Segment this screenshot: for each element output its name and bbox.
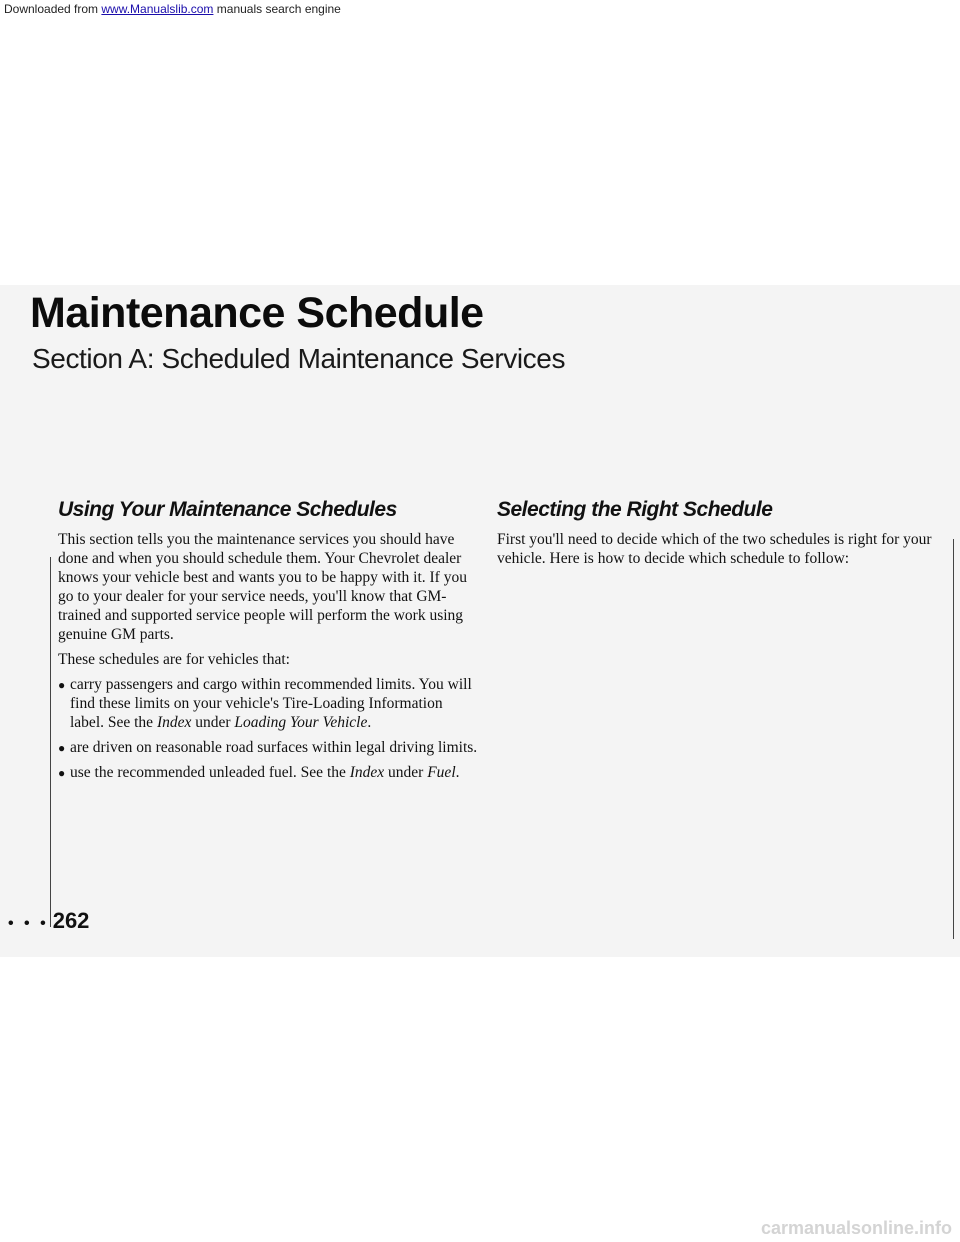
download-credit (4, 2, 341, 16)
bullet-text: carry passengers and cargo within recommended limits. You will find these limits on your vehicle's Tire-Loading Information label. See the (70, 676, 472, 731)
left-column (58, 498, 478, 788)
manual-page (0, 285, 960, 957)
page-number-value: 262 (52, 908, 90, 933)
under-text: under (384, 764, 428, 781)
list-item (58, 763, 478, 782)
list-item (58, 675, 478, 732)
conditions-list (58, 675, 478, 782)
credit-prefix: Downloaded from (4, 2, 102, 16)
site-watermark: carmanualsonline.info (760, 1218, 952, 1238)
manualslib-link[interactable]: www.Manualslib.com (101, 2, 214, 16)
end-text: . (455, 764, 460, 781)
bullet-icon: ● (58, 766, 66, 780)
index-ref: Index (349, 764, 385, 781)
bullet-text: are driven on reasonable road surfaces within legal driving limits. (70, 739, 478, 756)
topic-ref: Loading Your Vehicle (234, 714, 368, 731)
left-margin-rule (50, 557, 51, 927)
right-margin-rule (953, 539, 954, 939)
page-dots: • • • (8, 915, 49, 932)
bullet-icon: ● (58, 741, 66, 755)
intro-paragraph: This section tells you the maintenance services you should have done and when you should schedule them. Your Chevrolet dealer knows your vehicle best and wants you to be happy with it. If you go to your dealer for your service needs, you'll know that GM-trained and supported service people will perform the work using genuine GM parts. (58, 531, 467, 643)
section-title: Section A: Scheduled Maintenance Services (32, 343, 566, 374)
credit-suffix: manuals search engine (213, 2, 341, 16)
right-column (497, 498, 937, 574)
bullet-text: use the recommended unleaded fuel. See the (70, 764, 350, 781)
bullet-icon: ● (58, 678, 66, 692)
left-column-heading: Using Your Maintenance Schedules (58, 498, 397, 521)
under-text: under (191, 714, 235, 731)
end-text: . (367, 714, 372, 731)
page-number (8, 908, 89, 934)
right-body-paragraph: First you'll need to decide which of the two schedules is right for your vehicle. Here is how to decide which schedule to follow: (497, 531, 932, 567)
index-ref: Index (156, 714, 192, 731)
right-column-heading: Selecting the Right Schedule (497, 498, 773, 521)
lead-paragraph: These schedules are for vehicles that: (58, 651, 290, 668)
list-item (58, 738, 478, 757)
page-title: Maintenance Schedule (30, 289, 484, 337)
topic-ref: Fuel (427, 764, 456, 781)
